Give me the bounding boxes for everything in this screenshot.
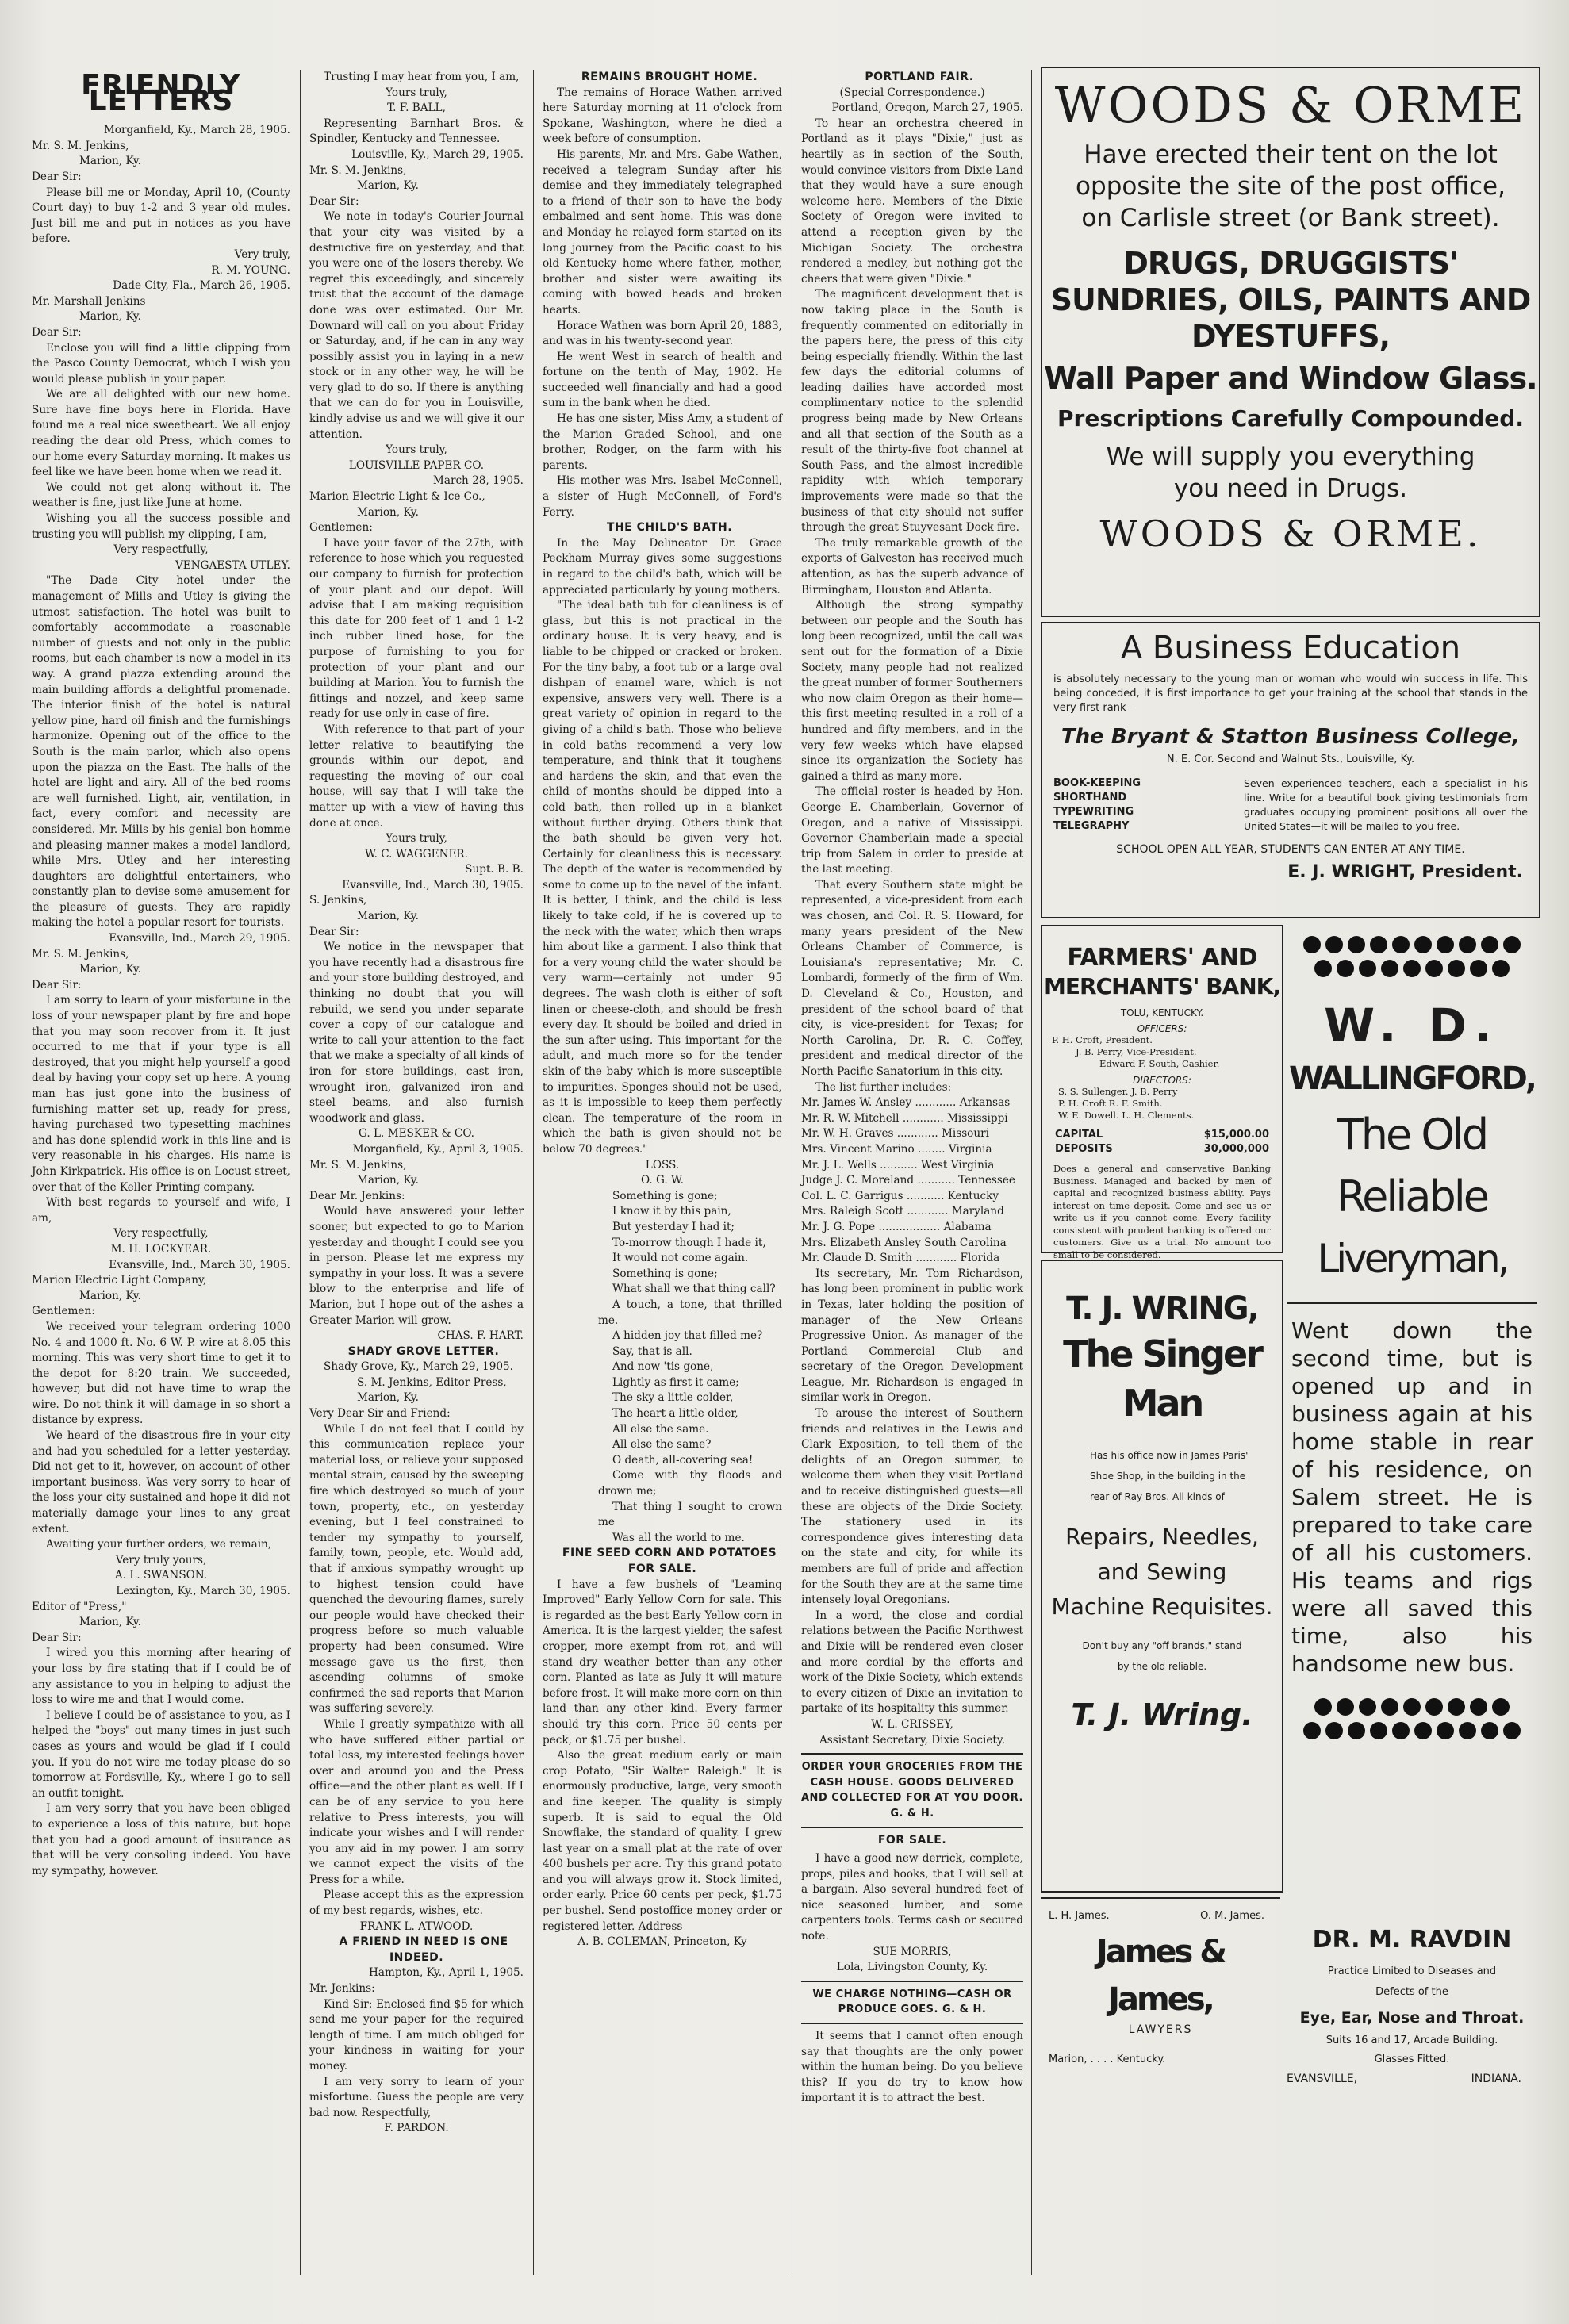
ravdin-state: INDIANA. — [1471, 2073, 1521, 2085]
paragraph: S. M. Jenkins, Editor Press, — [357, 1375, 507, 1389]
officer: Edward F. South, Cashier. — [1099, 1058, 1220, 1069]
for-sale-body — [801, 1851, 1023, 1976]
bank-figures — [1042, 1122, 1282, 1156]
ravdin-specialty: Eye, Ear, Nose and Throat. — [1299, 2009, 1525, 2027]
paragraph: Lightly as first it came; — [612, 1375, 739, 1389]
paragraph: Marion, Ky. — [79, 1616, 141, 1629]
ravdin-location — [1287, 2069, 1537, 2085]
paragraph: Dade City, Fla., March 26, 1905. — [113, 279, 290, 293]
paragraph: It would not come again. — [612, 1252, 749, 1265]
paragraph: Mr. S. M. Jenkins, — [309, 1158, 407, 1172]
wallingford-initials: W. D. — [1324, 999, 1500, 1053]
article-headline: THE CHILD'S BATH. — [606, 521, 733, 535]
paragraph: M. H. LOCKYEAR. — [110, 1242, 212, 1256]
partner-name: O. M. James. — [1200, 1910, 1264, 1922]
paragraph: We heard of the disastrous fire in your city and had you scheduled for a letter yesterday. Did not get to it, however, on account of other important business. Was very sorry to hear of the loss your city sustained and hope it did not materially damage your lines to any great extent. — [32, 1429, 290, 1536]
paragraph: To arouse the interest of Southern friends and relatives in the Lewis and Clark Exposition, to tell them of the delights of an Oregon summer, to welcome them when they visit Portland and to receive distinguished guests—all these are objects of the Dixie Society. The stationery used in its correspondence gives interesting data on the state and city, for while its members are full of pride and affection for the South they are at the same time intensely loyal Oregonians. — [801, 1407, 1023, 1607]
paragraph: With best regards to yourself and wife, I am, — [32, 1196, 290, 1225]
ad-dr-ravdin — [1287, 1897, 1537, 2088]
wallingford-body: Went down the second time, but is opened up and in business again at his home stable in rear of his residence, on Salem street. He is prepared to take care of all his customers. His teams and rigs were all saved this time, also his handsome new bus. — [1291, 1317, 1533, 1677]
bank-directors-heading: DIRECTORS: — [1133, 1075, 1191, 1086]
paragraph: Marion, Ky. — [357, 179, 419, 193]
director-row: W. E. Dowell. L. H. Clements. — [1058, 1110, 1195, 1121]
paragraph: We could not get along without it. The weather is fine, just like June at home. — [32, 481, 290, 510]
ad-school-name: The Bryant & Statton Business College, — [1061, 725, 1521, 749]
wring-signature: T. J. Wring. — [1071, 1697, 1253, 1732]
partner-name: L. H. James. — [1049, 1910, 1110, 1922]
course-item: TYPEWRITING — [1053, 806, 1134, 818]
paragraph: Mrs. Vincent Marino ........ Virginia — [801, 1142, 992, 1156]
paragraph: The remains of Horace Wathen arrived here Saturday morning at 11 o'clock from Spokane, Washington, where he died a week before of consumption. — [543, 86, 782, 146]
director-row: S. S. Sullenger. J. B. Perry — [1058, 1086, 1178, 1097]
paragraph: Assistant Secretary, Dixie Society. — [819, 1733, 1006, 1747]
paragraph: Dear Sir: — [309, 194, 359, 208]
column-letters-continued — [309, 70, 524, 2307]
paragraph: Marion, Ky. — [357, 1391, 419, 1405]
column-rule — [300, 70, 301, 2275]
paragraph: Please accept this as the expression of my best regards, wishes, etc. — [309, 1889, 524, 1918]
ad-courses-block — [1042, 765, 1539, 834]
ad-address: N. E. Cor. Second and Walnut Sts., Louisville, Ky. — [1166, 754, 1415, 765]
paragraph: CHAS. F. HART. — [437, 1329, 524, 1343]
closing-paragraph — [801, 2029, 1023, 2107]
ad-courses — [1053, 777, 1244, 834]
column-friendly-letters — [32, 70, 290, 2307]
bank-town: TOLU, KENTUCKY. — [1120, 1007, 1204, 1018]
paragraph: In a word, the close and cordial relations between the Pacific Northwest and Dixie will be rendered even closer and more cordial by the efforts and work of the Dixie Society, which extends to every citizen of Dixie an invitation to partake of its hospitality this summer. — [801, 1609, 1023, 1716]
paragraph: Mrs. Raleigh Scott ............ Maryland — [801, 1205, 1004, 1218]
ad-wallpaper: Wall Paper and Window Glass. — [1044, 361, 1537, 396]
paragraph: "The ideal bath tub for cleanliness is of glass, but this is not practical in the ordinary house. It is very heavy, and is liable to be chipped or cracked or broken. For the tiny baby, a foot tub or a large oval dishpan of enamel ware, which is not expensive, answers very well. There is a great variety of opinion in regard to the giving of a child's bath. Those who believe in cold baths recommend a very low temperature, and think that it toughens and hardens the skin, and that even the child of months should be dipped into a cold bath, then rolled up in a blanket without further drying. Others think that the bath should be given very hot. Certainly for cleanliness this is necessary. The depth of the water is recommended by some to come up to the navel of the infant. It is better, I think, and the child is less likely to take cold, if he is covered up to the neck with the water, which then wraps him about like a garment. I also think that for a very young child the water should be very warm—certainly not under 95 degrees. The wash cloth is either of soft linen or cheese-cloth, and should be fresh every day. It should be boiled and dried in the sun after using. This important for the adult, and much more so for the tender skin of the baby which is more susceptible to impurities. Sponges should not be used, as it is impossible to keep them perfectly clean. The temperature of the room in which the bath is given should not be below 70 degrees." — [543, 599, 782, 1156]
paragraph: His mother was Mrs. Isabel McConnell, a sister of Hugh McConnell, of Ford's Ferry. — [543, 474, 782, 519]
divider — [801, 1753, 1023, 1755]
paragraph: Mr. S. M. Jenkins, — [309, 163, 407, 177]
paragraph: Also the great medium early or main crop Potato, "Sir Walter Raleigh." It is enormously productive, large, very smooth and fine keeper. The quality is simply superb. It is said to equal the Old Snowflake, the standard of quality. I grew last year on a small plat at the rate of over 400 bushels per acre. Try this grand potato and you will always grow it. Stock limited, order early. Price 60 cents per peck, $1.75 per bushel. Send postoffice money order or registered letter. Address — [543, 1749, 782, 1933]
paragraph: But yesterday I had it; — [612, 1220, 735, 1233]
paragraph: He went West in search of health and fortune on the tenth of May, 1902. He succeeded well financially and had a good sum in the bank when he died. — [543, 350, 782, 410]
wallingford-tag-2: Reliable — [1337, 1172, 1487, 1221]
ad-tj-wring — [1041, 1260, 1283, 1893]
paragraph: The sky a little colder, — [612, 1391, 734, 1405]
paragraph: Marion, Ky. — [79, 155, 141, 168]
paragraph: To hear an orchestra cheered in Portland as it plays "Dixie," just as heartily as in section of the South, would convince visitors from Dixie Land that they would have a sure enough welcome here. Members of the Dixie Society of Oregon were invited to attend a reception given by the Michigan Society. The orchestra rendered a medley, but nothing got the cheers that were given "Dixie." — [801, 117, 1023, 286]
paragraph: He has one sister, Miss Amy, a student of the Marion Graded School, and one brother, Rodger, on the farm with his parents. — [543, 412, 782, 472]
paragraph: FRANK L. ATWOOD. — [359, 1919, 474, 1933]
bank-title-2: MERCHANTS' BANK, — [1043, 973, 1280, 999]
paragraph: Marion, Ky. — [79, 310, 141, 324]
paragraph: (Special Correspondence.) — [839, 86, 985, 99]
paragraph: Morganfield, Ky., March 28, 1905. — [103, 124, 290, 137]
column-remains-brought-home — [543, 70, 782, 2307]
paragraph: The magnificent development that is now taking place in the South is frequently commented on editorially in the papers here, the press of this city being especially friendly. Within the last few days the editorial columns of leading dailies have accorded most complimentary notice to the splendid progress being made by New Orleans and all that section of the South as a result of the thirty-five foot channel at South Pass, and the almost incredible rapidity with which temporary improvements were made so that the business of that city should not suffer through the great Stuyvesant Dock fire. — [801, 288, 1023, 535]
paragraph: Hampton, Ky., April 1, 1905. — [369, 1966, 524, 1980]
paragraph: We notice in the newspaper that you have recently had a disastrous fire and your store building destroyed, and thinking no doubt that you will rebuild, we send you under separate cover a copy of our catalogue and write to call your attention to the fact that we make a specialty of all kinds of iron for store buildings, cast iron, wrought iron, galvanized iron and steel beams, and also furnish woodwork and glass. — [309, 941, 524, 1125]
bank-deposits-row — [1055, 1142, 1269, 1156]
paragraph: I wired you this morning after hearing of your loss by fire stating that if I could be of any assistance to you in helping to adjust the loss to wire me and that I would come. — [32, 1647, 290, 1707]
paragraph: Marion, Ky. — [357, 505, 419, 519]
paragraph: The list further includes: — [815, 1080, 952, 1094]
dot-border-bottom — [1287, 1722, 1537, 1746]
director-row: P. H. Croft R. F. Smith. — [1058, 1098, 1163, 1109]
paragraph: Dear Sir: — [32, 325, 82, 339]
ad-title: A Business Education — [1120, 630, 1461, 666]
ad-prescriptions: Prescriptions Carefully Compounded. — [1057, 405, 1524, 431]
paragraph: Awaiting your further orders, we remain, — [46, 1538, 272, 1551]
grocery-notice: ORDER YOUR GROCERIES FROM THE CASH HOUSE. GOODS DELIVERED AND COLLECTED FOR AT YOU DOOR. G. & H. — [801, 1761, 1023, 1820]
paragraph: Kind Sir: Enclosed find $5 for which send me your paper for the required length of time. I am much obliged for your kindness in waiting for your money. — [309, 1997, 524, 2073]
paragraph: I know it by this pain, — [612, 1205, 731, 1218]
ad-text: Have erected their tent on the lot opposite the site of the post office, on Carlisle street (or Bank street). — [1076, 140, 1506, 232]
ad-james-james — [1041, 1897, 1280, 2089]
divider — [801, 1827, 1023, 1828]
paragraph: The official roster is headed by Hon. George E. Chamberlain, Governor of Oregon, and a native of Mississippi. Governor Chamberlain made a special trip from Salem in order to preside at the last meeting. — [801, 785, 1023, 876]
paragraph: W. C. WAGGENER. — [365, 847, 468, 861]
ravdin-practice: Practice Limited to Diseases and Defects of the — [1327, 1965, 1497, 1998]
paragraph: Although the strong sympathy between our people and the South has long been recognized, until the call was sent out for the formation of a Dixie Society, many people had not realized the great number of former Southerners who now claim Oregon as their home—this first meeting resulted in a roll of a hundred and fifty members, and in the very few weeks which have elapsed since its organization the Society has gained a third as many more. — [801, 599, 1023, 783]
paragraph: Mr. Claude D. Smith ............ Florida — [801, 1252, 1000, 1265]
capital-value: $15,000.00 — [1203, 1129, 1269, 1141]
article-headline: SHADY GROVE LETTER. — [347, 1344, 500, 1358]
paragraph: G. L. MESKER & CO. — [359, 1127, 474, 1141]
paragraph: Mr. S. M. Jenkins, — [32, 139, 129, 152]
paragraph: Mr. Marshall Jenkins — [32, 294, 146, 308]
paragraph: Marion Electric Light & Ice Co., — [309, 490, 485, 504]
article-headline: FINE SEED CORN AND POTATOES FOR SALE. — [562, 1547, 777, 1575]
paragraph: A hidden joy that filled me? — [612, 1329, 763, 1343]
paragraph: A. B. COLEMAN, Princeton, Ky — [577, 1935, 747, 1949]
paragraph: Lexington, Ky., March 30, 1905. — [116, 1585, 290, 1597]
capital-label: CAPITAL — [1055, 1129, 1103, 1141]
paragraph: Mr. Jenkins: — [309, 1982, 375, 1996]
paragraph: We are all delighted with our new home. Sure have fine boys here in Florida. Have found me a real nice sweetheart. We all enjoy reading the dear old Press, which comes to our home every Saturday morning. It makes us feel like we have been home when we read it. — [32, 388, 290, 479]
paragraph: His parents, Mr. and Mrs. Gabe Wathen, received a telegram Sunday after his demise and they immediately telegraphed to a friend of their son to have the body embalmed and sent home. This was done and Monday he relayed form started on its long journey from the Pacific coast to his old Kentucky home where father, mother, brother and sister were awaiting its coming with bowed heads and broken hearts. — [543, 148, 782, 316]
paragraph: Marion, Ky. — [357, 910, 419, 923]
paragraph: Louisville, Ky., March 29, 1905. — [351, 148, 524, 161]
paragraph: While I greatly sympathize with all who have suffered either partial or total loss, my interested feelings hover over and around you and the Press office—and the other plant as well. If I can be of any service to you here relative to Press interests, you will indicate your wishes and I will render you any aid in my power. I am sorry we cannot expect the visits of the Press for a while. — [309, 1717, 524, 1886]
bank-title-1: FARMERS' AND — [1067, 944, 1257, 972]
james-town: Marion, . . . . Kentucky. — [1049, 2054, 1166, 2065]
course-item: TELEGRAPHY — [1053, 820, 1130, 832]
article-body — [543, 70, 782, 1950]
column-rule — [1031, 70, 1032, 2275]
charge-notice: WE CHARGE NOTHING—CASH OR PRODUCE GOES. G. & H. — [812, 1988, 1012, 2016]
paragraph: "The Dade City hotel under the management of Mills and Utley is giving the utmost satisfaction. The hotel was built to comfortably accommodate a reasonable number of guests and not only in the public rooms, but each chamber is now a model in its way. A grand piazza extending around the main building affords a delightful promenade. The interior finish of the hotel is natural yellow pine, hard oil finish and the furnishings harmonize. Opening out of the office to the South is the main parlor, which also opens upon the piazza on the East. The halls of the hotel are light and airy. All of the bed rooms are well furnished. Light, air, ventilation, in fact, every comfort and necessity are considered. Mr. Mills by his genial bon homme and pleasing manner makes a model landlord, while Mrs. Utley and her interesting daughters are delightful entertainers, who constantly plan to devise some amusement for the pleasure of guests. They are rapidly making the hotel a popular resort for tourists. — [32, 574, 290, 930]
paragraph: Supt. B. B. — [465, 863, 524, 876]
course-item: SHORTHAND — [1053, 792, 1127, 803]
paragraph: Yours truly, — [386, 86, 447, 99]
james-name: James & James, — [1095, 1934, 1226, 2018]
paragraph: Judge J. C. Moreland ........... Tennessee — [801, 1174, 1015, 1187]
paragraph: Something is gone; — [612, 1189, 718, 1202]
wring-name: T. J. WRING, — [1066, 1290, 1258, 1327]
paragraph: Shady Grove, Ky., March 29, 1905. — [324, 1360, 513, 1374]
paragraph: Gentlemen: — [32, 1305, 95, 1318]
paragraph: Evansville, Ind., March 29, 1905. — [109, 932, 290, 945]
paragraph: We received your telegram ordering 1000 No. 4 and 1000 ft. No. 6 W. P. wire at 8.05 this morning. This was very short time to get it to the depot for 8:20 train. We succeeded, however, but did not have time to wrap the wire. Do not think it will damage in so short a distance by express. — [32, 1320, 290, 1427]
paragraph: Horace Wathen was born April 20, 1883, and was in his twenty-second year. — [543, 319, 782, 348]
ad-description: Seven experienced teachers, each a specialist in his line. Write for a beautiful book giving testimonials from graduates occupying prominent positions all over the United States—it will be mailed to you free. — [1244, 777, 1528, 832]
deposits-value: 30,000,000 — [1203, 1143, 1269, 1155]
column-rule — [533, 70, 534, 2275]
paragraph: F. PARDON. — [384, 2122, 449, 2135]
bank-officers — [1042, 1034, 1282, 1070]
paragraph: The heart a little older, — [612, 1407, 738, 1421]
ad-business-education — [1041, 622, 1540, 918]
paragraph: W. L. CRISSEY, — [871, 1717, 953, 1731]
paragraph: Dear Sir: — [32, 978, 82, 991]
deposits-label: DEPOSITS — [1055, 1143, 1113, 1155]
paragraph: Lola, Livingston County, Ky. — [836, 1961, 988, 1974]
paragraph: Enclose you will find a little clipping from the Pasco County Democrat, which I wish you would please publish in your paper. — [32, 341, 290, 385]
paragraph: Please bill me or Monday, April 10, (County Court day) to buy 1-2 and 3 year old mules. Just bill me and put in notices as you have before. — [32, 186, 290, 246]
paragraph: Yours truly, — [386, 443, 447, 457]
paragraph: Would have answered your letter sooner, but expected to go to Marion yesterday and thought I could see you in person. Please let me express my sympathy in your loss. It was a severe blow to the enterprise and life of Marion, but I hope out of the ashes a Greater Marion will grow. — [309, 1205, 524, 1327]
ad-title: WOODS & ORME — [1054, 76, 1527, 134]
paragraph: Evansville, Ind., March 30, 1905. — [109, 1258, 290, 1271]
column-portland-fair — [801, 70, 1023, 2307]
paragraph: Was all the world to me. — [612, 1531, 745, 1544]
paragraph: Dear Sir: — [309, 925, 359, 938]
paragraph: Come with thy floods and drown me; — [598, 1469, 782, 1498]
ad-supply: We will supply you everything you need in Drugs. — [1106, 443, 1475, 503]
paragraph: Dear Sir: — [32, 1631, 82, 1644]
paragraph: All else the same. — [612, 1422, 709, 1436]
ad-wallingford — [1287, 925, 1537, 1889]
paragraph: Mr. S. M. Jenkins, — [32, 947, 129, 961]
bank-directors — [1042, 1086, 1282, 1122]
paragraph: Mr. J. G. Pope .................. Alabama — [801, 1220, 992, 1233]
paragraph: Mr. R. W. Mitchell ............ Mississippi — [801, 1111, 1008, 1125]
paragraph: Its secretary, Mr. Tom Richardson, has long been prominent in public work in Texas, later holding the position of manager of the New Orleans Progressive Union. As manager of the Portland Commercial Club and secretary of the Oregon Development League, Mr. Richardson is engaged in similar work in Oregon. — [801, 1267, 1023, 1405]
paragraph: Portland, Oregon, March 27, 1905. — [831, 102, 1023, 115]
paragraph: T. F. BALL, — [387, 102, 446, 115]
paragraph: Mr. James W. Ansley ............ Arkansas — [801, 1096, 1011, 1110]
paragraph: I am very sorry that you have been obliged to experience a loss of this nature, but hope that you had a good amount of insurance as that will be very consoling indeed. You have my sympathy, however. — [32, 1802, 290, 1877]
paragraph: Say, that is all. — [612, 1344, 692, 1358]
paragraph: Marion Electric Light Company, — [32, 1274, 207, 1287]
paragraph: That thing I sought to crown me — [598, 1500, 782, 1529]
wallingford-name: WALLINGFORD, — [1289, 1060, 1535, 1097]
paragraph: We note in today's Courier-Journal that your city was visited by a destructive fire on yesterday, and that you were one of the losers thereby. We regret this exceedingly, and sincerely trust that the account of the damage done was over estimated. Our Mr. Downard will call on you about Friday or Saturday, and, if he can in any way possibly assist you in laying in a new stock or in any other way, he will be very glad to do so. If there is anything that we can do for you in Louisville, kindly advise us and we will give it our attention. — [309, 210, 524, 441]
paragraph: March 28, 1905. — [432, 474, 524, 488]
paragraph: Gentlemen: — [309, 521, 373, 535]
paragraph: It seems that I cannot often enough say that thoughts are the only power within the human being. Do you believe this? If you do try to know how important it is to attract the best. — [801, 2030, 1023, 2105]
dot-border-bottom — [1287, 1678, 1537, 1722]
divider — [1287, 1302, 1537, 1304]
bank-officers-heading: OFFICERS: — [1137, 1023, 1187, 1034]
ad-intro: is absolutely necessary to the young man or woman who would win success in life. This being conceded, it is first importance to get your training at the school that stands in the very first rank— — [1053, 673, 1528, 714]
ad-woods-orme — [1041, 67, 1540, 617]
paragraph: Very truly yours, — [115, 1553, 207, 1567]
james-partners — [1041, 1899, 1280, 1922]
article-headline: PORTLAND FAIR. — [865, 71, 974, 83]
paragraph: With reference to that part of your letter relative to beautifying the grounds within our depot, and requesting the moving of our coal house, will say that I will take the matter up with a view of having this done at once. — [309, 723, 524, 830]
paragraph: All else the same? — [612, 1438, 712, 1452]
wring-tagline-1: The Singer — [1063, 1333, 1261, 1375]
officer: J. B. Perry, Vice-President. — [1076, 1046, 1197, 1057]
divider — [801, 2023, 1023, 2024]
paragraph: I have a good new derrick, complete, props, piles and hooks, that I will sell at a bargain. Also several hundred feet of nice seasoned lumber, and some carpenters tools. Terms cash or secured note. — [801, 1852, 1023, 1943]
paragraph: I am very sorry to learn of your misfortune. Guess the people are very bad now. Respectfully, — [309, 2075, 524, 2119]
paragraph: I am sorry to learn of your misfortune in the loss of your newspaper plant by fire and hope that you may soon recover from it. It just occurred to me that if your type is all destroyed, that you might help yourself a good deal by having your copy set up here. A young man has just gone into the business of furnishing matter set up, ready for press, having purchased two typesetting machines and has done splendid work in this line and is very reasonable in his charges. His name is John Kirkpatrick. His office is on Locust street, over that of the Keller Printing company. — [32, 994, 290, 1194]
dot-border-top — [1287, 925, 1537, 960]
paragraph: Marion, Ky. — [357, 1174, 419, 1187]
paragraph: Wishing you all the success possible and trusting you will publish my clipping, I am, — [32, 512, 290, 541]
paragraph: Marion, Ky. — [79, 963, 141, 976]
article-body — [309, 70, 524, 2137]
paragraph: LOSS. — [645, 1158, 680, 1172]
paragraph: Col. L. C. Garrigus ........... Kentucky — [801, 1189, 999, 1202]
paragraph: Mr. W. H. Graves ............ Missouri — [801, 1127, 989, 1141]
officer: P. H. Croft, President. — [1052, 1034, 1153, 1045]
ad-farmers-merchants-bank — [1041, 925, 1283, 1260]
paragraph: Representing Barnhart Bros. & Spindler, Kentucky and Tennessee. — [309, 117, 524, 146]
ravdin-address: Suits 16 and 17, Arcade Building. Glasses Fitted. — [1325, 2034, 1498, 2065]
ravdin-name: DR. M. RAVDIN — [1312, 1926, 1512, 1954]
paragraph: That every Southern state might be represented, a vice-president from each was chosen, and Col. R. S. Howard, for many years president of the New Orleans Chamber of Commerce, is Louisiana's representative; Mr. C. Lombardi, formerly of the firm of Wm. D. Cleveland & Co., Houston, and president of the school board of that city, is vice-president for Texas; for North Carolina, Dr. R. C. Coffey, president and medical director of the North Pacific Sanatorium in this city. — [801, 878, 1023, 1078]
bank-capital-row — [1055, 1128, 1269, 1142]
paragraph: Dear Mr. Jenkins: — [309, 1189, 405, 1202]
paragraph: The truly remarkable growth of the exports of Galveston has received much attention, as has the superb advance of Birmingham, Houston and Atlanta. — [801, 536, 1023, 596]
paragraph: Mrs. Elizabeth Ansley South Carolina — [801, 1236, 1007, 1249]
wring-office: Has his office now in James Paris' Shoe Shop, in the building in the rear of Ray Bros. All kinds of — [1090, 1450, 1249, 1502]
ad-open-notice: SCHOOL OPEN ALL YEAR, STUDENTS CAN ENTER AT ANY TIME. — [1116, 843, 1465, 856]
paragraph: LOUISVILLE PAPER CO. — [348, 458, 485, 472]
ad-products: DRUGS, DRUGGISTS' SUNDRIES, OILS, PAINTS AND DYESTUFFS, — [1050, 246, 1531, 354]
paragraph: A touch, a tone, that thrilled me. — [598, 1298, 782, 1327]
paragraph: What shall we that thing call? — [612, 1283, 776, 1296]
paragraph: O. G. W. — [641, 1174, 684, 1187]
paragraph: Morganfield, Ky., April 3, 1905. — [352, 1142, 524, 1156]
paragraph: Very truly, — [234, 247, 290, 261]
paragraph: In the May Delineator Dr. Grace Peckham Murray gives some suggestions in regard to the child's bath, which will be appreciated particularly by young mothers. — [543, 536, 782, 596]
paragraph: O death, all-covering sea! — [612, 1453, 754, 1467]
paragraph: Very respectfully, — [113, 1227, 209, 1241]
paragraph: Very Dear Sir and Friend: — [309, 1407, 451, 1421]
paragraph: Marion, Ky. — [79, 1289, 141, 1302]
paragraph: I have a few bushels of "Leaming Improved" Early Yellow Corn for sale. This is regarded as the best Early Yellow corn in America. It is the largest yielder, the safest cropper, more exempt from rot, and will stand dry weather better than any other corn. Planted as late as July it will mature before frost. It will make more corn on thin land than any other kind. Every farmer should try this corn. Price 50 cents per peck, or $1.75 per bushel. — [543, 1578, 782, 1747]
wring-warning: Don't buy any "off brands," stand by the old reliable. — [1082, 1640, 1242, 1672]
wring-tagline-2: Man — [1122, 1382, 1203, 1425]
paragraph: Editor of "Press," — [32, 1600, 127, 1613]
james-lawyers: LAWYERS — [1128, 2023, 1193, 2036]
paragraph: Very respectfully, — [113, 543, 209, 557]
wring-repairs: Repairs, Needles, and Sewing Machine Requisites. — [1051, 1524, 1273, 1620]
paragraph: A. L. SWANSON. — [114, 1569, 208, 1582]
paragraph: Mr. J. L. Wells ........... West Virginia — [801, 1158, 995, 1172]
divider — [801, 1981, 1023, 1982]
paragraph: While I do not feel that I could by this communication replace your material loss, or relieve your supposed mental strain, caused by the sweeping fire which destroyed so much of your town, property, etc., on yesterday evening, but I feel constrained to tender my sympathy to yourself, family, town, people, etc. Would add, that if anxious sympathy wrought up to highest tension could have quenched the devouring flames, surely our people would have checked their progress before so much valuable property had been consumed. Wire message gave us the first, then ascending columns of smoke confirmed the sad reports that Marion was suffering severely. — [309, 1422, 524, 1716]
for-sale-heading: FOR SALE. — [877, 1833, 947, 1847]
ad-president: E. J. WRIGHT, President. — [1287, 862, 1523, 882]
bank-description: Does a general and conservative Banking Business. Managed and backed by men of capital and recognized business ability. Pays interest on time deposit. Come and see us or write us if you cannot come. Every facility consistent with prudent banking is offered our customers. Give us a trial. No amount too small to be considered. — [1053, 1163, 1271, 1260]
paragraph: SUE MORRIS, — [873, 1945, 952, 1958]
course-item: BOOK-KEEPING — [1053, 777, 1141, 789]
paragraph: I have your favor of the 27th, with reference to hose which you requested our company to furnish for protection of your plant and our depot. Will advise that I am making requisition this date for 200 feet of 1 and 1 1-2 inch rubber lined hose, for the purpose of furnishing to you for protection of your plant and our building at Marion. You to furnish the fittings and nozzel, and keep same ready for use only in case of fire. — [309, 536, 524, 721]
wallingford-tag-3: Liveryman, — [1317, 1236, 1507, 1282]
paragraph: Something is gone; — [612, 1267, 718, 1280]
article-headline: A FRIEND IN NEED IS ONE INDEED. — [339, 1935, 508, 1964]
ad-footer: WOODS & ORME. — [1099, 512, 1482, 555]
paragraph: I believe I could be of assistance to you, as I helped the "boys" out many times in just such cases as yours and would be glad if I could you. If you do not wire me today please do so tomorrow at Fordsville, Ky., where I go to sell an outfit tonight. — [32, 1708, 290, 1800]
paragraph: Evansville, Ind., March 30, 1905. — [342, 878, 524, 892]
paragraph: S. Jenkins, — [309, 894, 367, 907]
ravdin-city: EVANSVILLE, — [1287, 2073, 1358, 2085]
article-headline: REMAINS BROUGHT HOME. — [581, 71, 758, 83]
paragraph: VENGAESTA UTLEY. — [175, 558, 290, 572]
paragraph: And now 'tis gone, — [612, 1360, 714, 1374]
paragraph: R. M. YOUNG. — [211, 263, 290, 277]
dot-border-top — [1287, 960, 1537, 984]
article-body — [32, 123, 290, 1879]
paragraph: Dear Sir: — [32, 170, 82, 183]
paragraph: Trusting I may hear from you, I am, — [324, 71, 520, 83]
headline-friendly-letters: FRIENDLY LETTERS — [81, 69, 241, 117]
wallingford-tag-1: The Old — [1337, 1110, 1487, 1160]
paragraph: To-morrow though I hade it, — [612, 1236, 766, 1249]
paragraph: Yours truly, — [386, 832, 447, 846]
article-body — [801, 70, 1023, 1748]
